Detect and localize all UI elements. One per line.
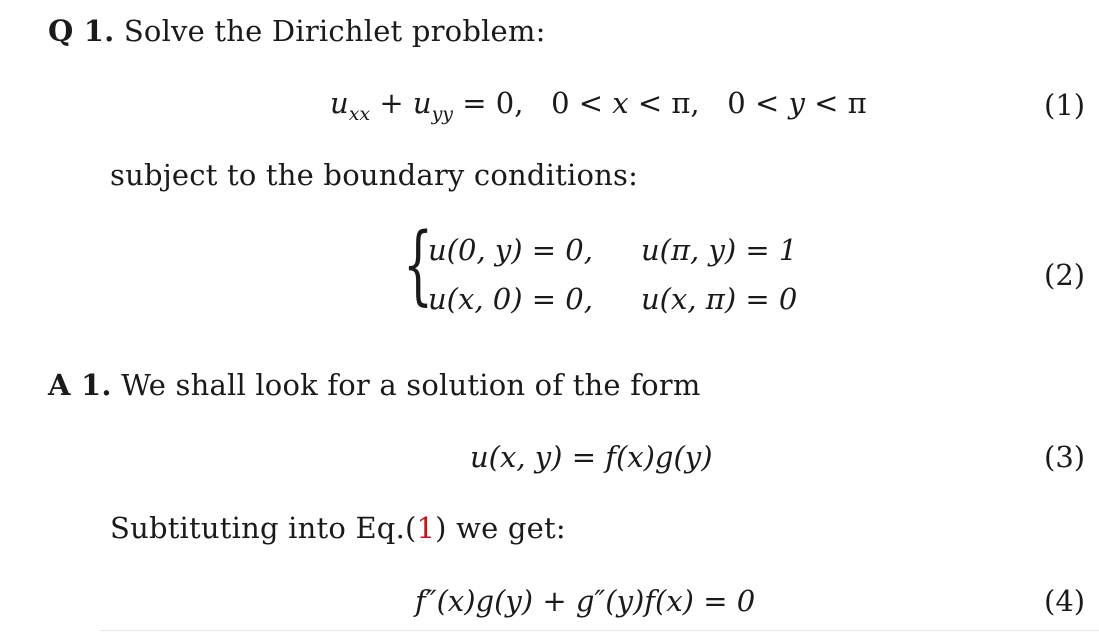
eq1-plus: + bbox=[379, 86, 404, 120]
equation-3: u(x, y) = f(x)g(y) bbox=[470, 440, 713, 474]
answer-label: A 1. bbox=[48, 368, 112, 402]
eq1-yy: yy bbox=[431, 102, 454, 125]
equation-2-number: (2) bbox=[1044, 258, 1086, 292]
substitute-text bbox=[110, 511, 566, 545]
equation-1-number: (1) bbox=[1044, 88, 1086, 122]
eq1-lt: < π, 0 < bbox=[628, 86, 789, 120]
equation-4-number: (4) bbox=[1044, 584, 1086, 618]
subject-text: subject to the boundary conditions: bbox=[110, 158, 639, 192]
eq1-u2: u bbox=[412, 86, 432, 120]
answer-heading bbox=[48, 368, 701, 402]
question-heading bbox=[48, 14, 546, 48]
answer-text: We shall look for a solution of the form bbox=[121, 368, 701, 402]
eq1-u: u bbox=[330, 86, 349, 120]
bottom-divider bbox=[100, 630, 1099, 631]
eq1-rest: = 0, 0 < bbox=[462, 86, 613, 120]
substitute-before: Subtituting into Eq.( bbox=[110, 511, 417, 545]
eq2-row2-left: u(x, 0) = 0, bbox=[428, 282, 593, 316]
substitute-after: ) we get: bbox=[435, 511, 566, 545]
eq1-x: x bbox=[612, 86, 629, 120]
question-text: Solve the Dirichlet problem: bbox=[123, 14, 546, 48]
equation-3-number: (3) bbox=[1044, 440, 1086, 474]
eq1-lt2: < π bbox=[804, 86, 867, 120]
left-brace-symbol: { bbox=[403, 215, 434, 315]
equation-reference-link[interactable]: 1 bbox=[416, 511, 436, 545]
question-label: Q 1. bbox=[48, 14, 115, 48]
eq2-row1-left: u(0, y) = 0, bbox=[428, 233, 593, 267]
eq1-y: y bbox=[788, 86, 805, 120]
eq2-row2-right: u(x, π) = 0 bbox=[641, 282, 798, 316]
equation-4: f″(x)g(y) + g″(y)f(x) = 0 bbox=[415, 584, 756, 618]
equation-1 bbox=[330, 86, 867, 125]
eq1-xx: xx bbox=[348, 102, 371, 125]
eq2-row1-right: u(π, y) = 1 bbox=[641, 233, 798, 267]
